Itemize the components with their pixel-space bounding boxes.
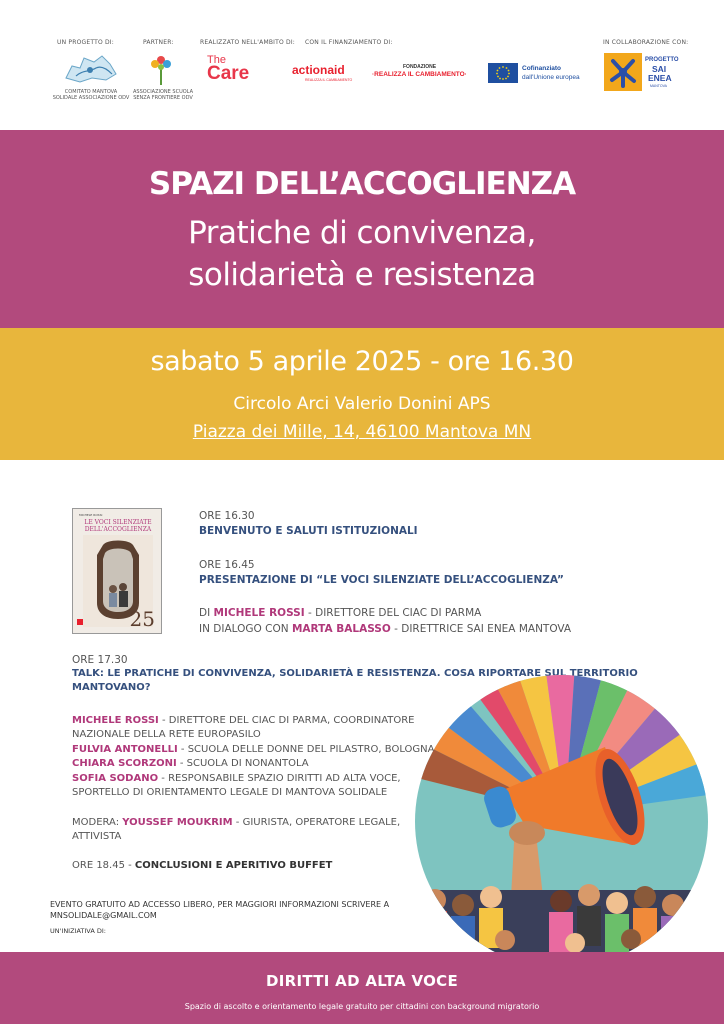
slot3-title-line1: TALK: LE PRATICHE DI CONVIVENZA, SOLIDARIETÀ E RESISTENZA. COSA RIPORTARE SUL TERRITORIO	[72, 668, 638, 679]
mantova-solidale-logo	[62, 52, 120, 86]
speaker3-name: CHIARA SCORZONI	[72, 758, 177, 769]
project-caption: UN PROGETTO DI:	[57, 39, 115, 46]
speaker3-role: - SCUOLA DI NONANTOLA	[179, 758, 309, 769]
contact-email-link[interactable]: MNSOLIDALE@GMAIL.COM	[50, 911, 157, 920]
speaker2-name: FULVIA ANTONELLI	[72, 744, 178, 755]
slot4-time: ORE 18.45 -	[72, 860, 132, 871]
sponsor-logos-header	[0, 0, 724, 130]
info-line1: EVENTO GRATUITO AD ACCESSO LIBERO, PER MAGGIORI INFORMAZIONI SCRIVERE A	[50, 900, 390, 909]
partner-caption: PARTNER:	[143, 39, 174, 46]
eu-logo-line2: dall'Unione europea	[522, 74, 580, 81]
speaker4-line1	[72, 772, 401, 786]
slot2-author-prefix: DI	[199, 607, 211, 619]
speaker1-line1	[72, 714, 415, 728]
partner-org-name: ASSOCIAZIONE SCUOLA SENZA FRONTIERE ODV	[133, 89, 193, 101]
book-publisher-mark	[77, 619, 83, 625]
moderator-prefix: MODERA:	[72, 817, 120, 828]
moderator-line1	[72, 816, 400, 830]
footer-title: DIRITTI AD ALTA VOCE	[266, 972, 458, 990]
speaker2-line	[72, 743, 434, 757]
footer-subtitle: Spazio di ascolto e orientamento legale gratuito per cittadini con background migratorio	[184, 1002, 540, 1011]
date-band	[0, 328, 724, 460]
event-subtitle	[0, 212, 724, 296]
the-care-logo-care: Care	[207, 63, 250, 84]
slot2-dialog-name: MARTA BALASSO	[291, 623, 391, 635]
slot2-title: PRESENTAZIONE DI “LE VOCI SILENZIATE DELL’ACCOGLIENZA”	[199, 574, 564, 586]
actionaid-tagline: REALIZZA IL CAMBIAMENTO	[305, 78, 353, 82]
slot3-time: ORE 17.30	[72, 654, 128, 666]
slot2-author-role: - DIRETTORE DEL CIAC DI PARMA	[308, 607, 482, 619]
book-cover	[72, 508, 162, 634]
slot3-title-line2: MANTOVANO?	[72, 682, 151, 693]
event-date: sabato 5 aprile 2025 - ore 16.30	[150, 346, 574, 377]
actionaid-logo: actionaid	[292, 63, 345, 77]
eu-logo-line1: Cofinanziato	[522, 65, 561, 72]
book-author: MICHELE ROSSI	[79, 513, 103, 517]
speaker4-role-line2: SPORTELLO DI ORIENTAMENTO LEGALE DI MANTOVA SOLIDALE	[72, 787, 388, 798]
sai-logo-line3: ENEA	[648, 73, 672, 83]
slot2-time: ORE 16.45	[199, 559, 255, 571]
the-care-logo-the: The	[207, 54, 226, 66]
speaker1-role-line1: - DIRETTORE DEL CIAC DI PARMA, COORDINATORE	[161, 715, 415, 726]
event-subtitle-line1: Pratiche di convivenza,	[188, 215, 536, 251]
slot2-dialog-line	[199, 622, 571, 636]
book-title-line1: LE VOCI SILENZIATE	[84, 519, 152, 526]
speaker1-name: MICHELE ROSSI	[72, 715, 159, 726]
event-address-link[interactable]: Piazza dei Mille, 14, 46100 Mantova MN	[192, 422, 532, 442]
collab-caption: IN COLLABORAZIONE CON:	[603, 39, 689, 46]
fondazione-logo-bottom: ·REALIZZA IL CAMBIAMENTO·	[372, 71, 467, 78]
funding-caption: CON IL FINANZIAMENTO DI:	[305, 39, 393, 46]
slot2-dialog-role: - DIRETTRICE SAI ENEA MANTOVA	[394, 623, 572, 635]
sai-logo-line2: SAI	[652, 64, 667, 74]
event-venue: Circolo Arci Valerio Donini APS	[233, 394, 491, 414]
slot1-title: BENVENUTO E SALUTI ISTITUZIONALI	[199, 525, 418, 537]
speaker1-role-line2: NAZIONALE DELLA RETE EUROPASILO	[72, 729, 261, 740]
moderator-role-line1: - GIURISTA, OPERATORE LEGALE,	[235, 817, 401, 828]
sai-logo-line1: PROGETTO	[645, 57, 679, 63]
slot4-line	[72, 859, 332, 873]
speaker4-role-line1: - RESPONSABILE SPAZIO DIRITTI AD ALTA VOCE,	[161, 773, 401, 784]
slot2-author-name: MICHELE ROSSI	[213, 607, 305, 619]
moderator-name: YOUSSEF MOUKRIM	[122, 817, 233, 828]
event-subtitle-line2: solidarietà e resistenza	[188, 257, 536, 293]
sai-enea-logo	[604, 53, 642, 91]
speaker2-role: - SCUOLA DELLE DONNE DEL PILASTRO, BOLOGNA	[180, 744, 435, 755]
megaphone-crowd-illustration	[415, 675, 708, 968]
footer-band	[0, 952, 724, 1024]
fondazione-logo-top: FONDAZIONE	[403, 64, 437, 70]
slot1-time: ORE 16.30	[199, 510, 255, 522]
ambito-caption: REALIZZATO NELL'AMBITO DI:	[200, 39, 296, 46]
event-title: SPAZI DELL’ACCOGLIENZA	[148, 166, 576, 202]
book-title-line2: DELL'ACCOGLIENZA	[84, 526, 152, 533]
speaker4-name: SOFIA SODANO	[72, 773, 159, 784]
scuola-senza-frontiere-logo	[148, 52, 174, 86]
speaker3-line	[72, 757, 309, 771]
book-series-number: 25	[129, 607, 155, 631]
moderator-role-line2: ATTIVISTA	[72, 831, 122, 842]
sai-logo-line4: MANTOVA	[650, 84, 667, 88]
eu-flag-icon	[488, 63, 518, 83]
book-title	[73, 519, 162, 533]
slot4-title: CONCLUSIONI E APERITIVO BUFFET	[134, 860, 333, 871]
title-band	[0, 130, 724, 328]
initiative-caption: UN'INIZIATIVA DI:	[50, 927, 106, 935]
slot2-dialog-prefix: IN DIALOGO CON	[199, 623, 289, 635]
slot2-author-line	[199, 606, 481, 620]
project-org-name: COMITATO MANTOVA SOLIDALE ASSOCIAZIONE ODV	[52, 89, 130, 101]
